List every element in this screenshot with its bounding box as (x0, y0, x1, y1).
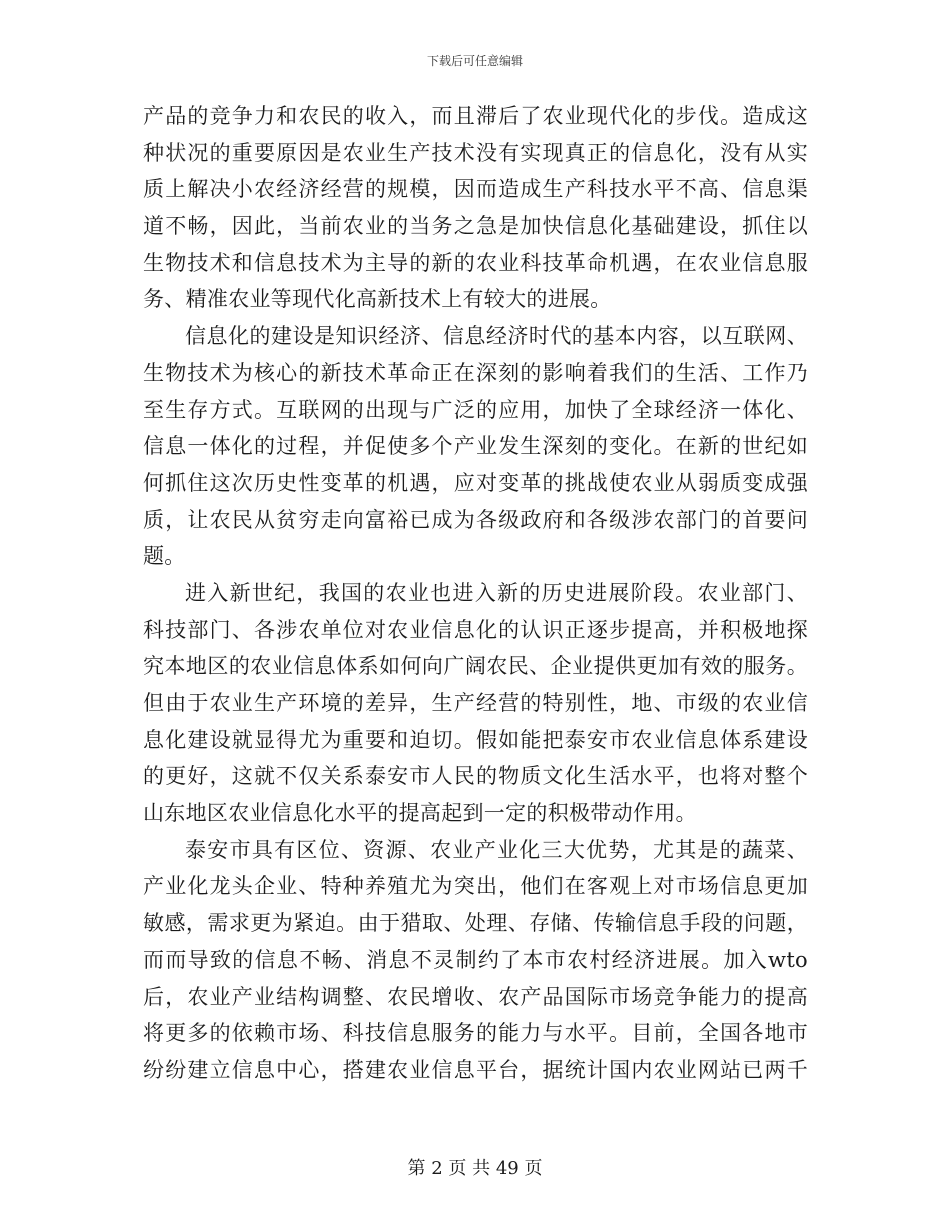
text-line: 泰安市具有区位、资源、农业产业化三大优势，尤其是的蔬菜、 (185, 837, 808, 862)
text-line: 至生存方式。互联网的出现与广泛的应用，加快了全球经济一体化、 (143, 397, 808, 422)
text-line: 生物技术和信息技术为主导的新的农业科技革命机遇，在农业信息服 (143, 250, 808, 275)
text-line: 务、精准农业等现代化高新技术上有较大的进展。 (143, 287, 612, 312)
page-footer (0, 1154, 950, 1180)
text-line: 道不畅，因此，当前农业的当务之急是加快信息化基础建设，抓住以 (143, 214, 808, 239)
paragraph (143, 318, 808, 575)
text-line: 质，让农民从贫穷走向富裕已成为各级政府和各级涉农部门的首要问 (143, 507, 808, 532)
text-line: 科技部门、各涉农单位对农业信息化的认识正逐步提高，并积极地探 (143, 617, 808, 642)
text-line: 进入新世纪，我国的农业也进入新的历史进展阶段。农业部门、 (185, 580, 808, 605)
text-line: 的更好，这就不仅关系泰安市人民的物质文化生活水平，也将对整个 (143, 764, 808, 789)
header-note: 下载后可任意编辑 (426, 54, 523, 68)
text-line: 题。 (143, 544, 186, 569)
text-line: 产业化龙头企业、特种养殖尤为突出，他们在客观上对市场信息更加 (143, 874, 808, 899)
text-line: 生物技术为核心的新技术革命正在深刻的影响着我们的生活、工作乃 (143, 360, 808, 385)
text-line: 敏感，需求更为紧迫。由于猎取、处理、存储、传输信息手段的问题， (143, 911, 808, 936)
text-line: 而而导致的信息不畅、消息不灵制约了本市农村经济进展。加入wto (143, 947, 808, 972)
text-line: 产品的竞争力和农民的收入，而且滞后了农业现代化的步伐。造成这 (143, 104, 808, 128)
page-number: 第 2 页 共 49 页 (407, 1158, 543, 1179)
text-line: 质上解决小农经济经营的规模，因而造成生产科技水平不高、信息渠 (143, 177, 808, 202)
paragraph (143, 575, 808, 832)
text-line: 何抓住这次历史性变革的机遇，应对变革的挑战使农业从弱质变成强 (143, 470, 808, 495)
text-line: 后，农业产业结构调整、农民增收、农产品国际市场竞争能力的提高 (143, 984, 808, 1009)
text-line: 但由于农业生产环境的差异，生产经营的特别性，地、市级的农业信 (143, 691, 808, 715)
paragraph (143, 98, 808, 318)
paragraph (143, 832, 808, 1089)
text-line: 信息一体化的过程，并促使多个产业发生深刻的变化。在新的世纪如 (143, 434, 808, 459)
text-line: 息化建设就显得尤为重要和迫切。假如能把泰安市农业信息体系建设 (143, 727, 808, 752)
document-body (143, 98, 808, 1089)
text-line: 信息化的建设是知识经济、信息经济时代的基本内容，以互联网、 (185, 324, 808, 349)
text-line: 纷纷建立信息中心，搭建农业信息平台，据统计国内农业网站已两千 (143, 1057, 808, 1082)
page-header (0, 52, 950, 69)
text-line: 究本地区的农业信息体系如何向广阔农民、企业提供更加有效的服务。 (143, 654, 808, 679)
text-line: 将更多的依赖市场、科技信息服务的能力与水平。目前，全国各地市 (143, 1021, 808, 1046)
text-line: 种状况的重要原因是农业生产技术没有实现真正的信息化，没有从实 (143, 140, 808, 165)
text-line: 山东地区农业信息化水平的提高起到一定的积极带动作用。 (143, 801, 697, 826)
